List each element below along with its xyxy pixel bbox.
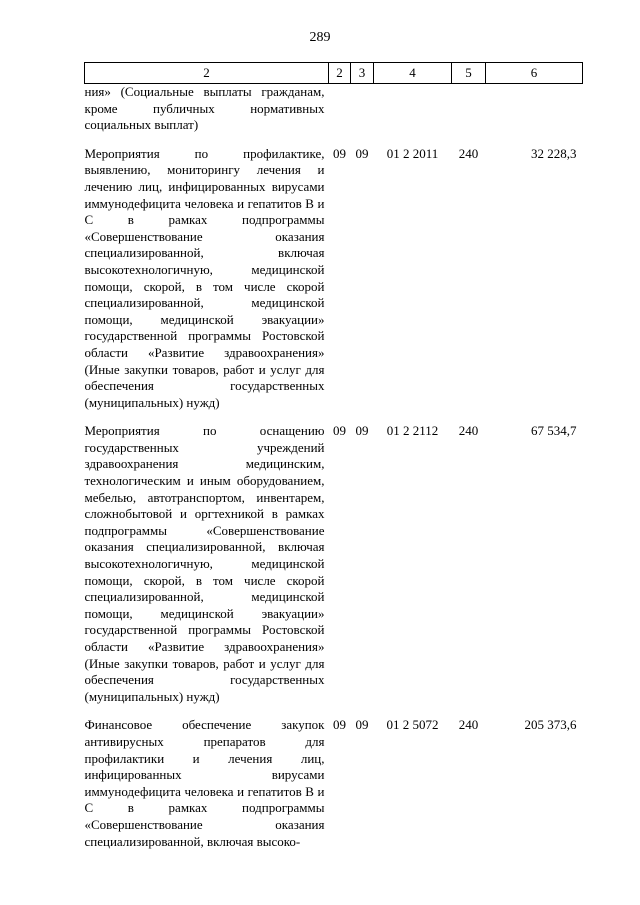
row-sum: 67 534,7 [531, 423, 577, 439]
table-row [85, 717, 583, 850]
header-cell-expense-kind: 5 [452, 63, 486, 84]
row-description: Мероприятия по оснащению государственных учреждений здравоохранения медицинским, технологическим и иным оборудованием, мебелью, автотранспортом, инвентарем, сложнобытовой и оргтехникой в рамках подпрограммы «Совершенствование оказания специализированной, включая высокотехнологичную, медицинской помощи, скорой, в том числе скорой специализированной, медицинской помощи, медицинской эвакуации» государственной программы Ростовской области «Развитие здравоохранения» (Иные закупки товаров, работ и услуг для обеспечения государственных (муниципальных) нужд) [84, 423, 325, 704]
header-cell-target-article: 4 [374, 63, 452, 84]
budget-table [84, 62, 583, 850]
header-cell-subsection: 3 [351, 63, 374, 84]
row-description: ния» (Социальные выплаты гражданам, кроме публичных нормативных социальных выплат) [84, 84, 325, 133]
row-target-article [374, 84, 452, 146]
row-section: 09 [333, 145, 346, 161]
row-target-article: 01 2 2011 [386, 145, 439, 161]
row-sum: 205 373,6 [524, 717, 577, 733]
row-expense-kind [452, 84, 486, 146]
header-cell-description: 2 [85, 63, 329, 84]
row-description: Финансовое обеспечение закупок антивирусных препаратов для профилактики и лечения лиц, инфицированных вирусами иммунодефицита человека и гепатитов В и С в рамках подпрограммы «Совершенствование оказания специализированной, включая высоко- [84, 717, 325, 849]
page-number: 289 [309, 30, 331, 45]
row-section: 09 [333, 717, 346, 733]
table-row [85, 84, 583, 146]
row-description: Мероприятия по профилактике, выявлению, мониторингу лечения и лечению лиц, инфицированных вирусами иммунодефицита человека и гепатитов В и С в рамках подпрограммы «Совершенствование оказания специализированной, включая высокотехнологичную, медицинской помощи, скорой, в том числе скорой специализированной, медицинской помощи, медицинской эвакуации» государственной программы Ростовской области «Развитие здравоохранения» (Иные закупки товаров, работ и услуг для обеспечения государственных (муниципальных) нужд) [84, 145, 325, 410]
header-cell-sum: 6 [486, 63, 583, 84]
row-section: 09 [333, 423, 346, 439]
row-expense-kind: 240 [458, 717, 479, 733]
row-sum [486, 84, 583, 146]
row-target-article: 01 2 2112 [386, 423, 439, 439]
header-cell-section: 2 [329, 63, 351, 84]
row-target-article: 01 2 5072 [386, 717, 439, 733]
table-row [85, 146, 583, 424]
row-subsection: 09 [355, 145, 369, 161]
table-header-row [85, 63, 583, 84]
row-subsection [351, 84, 374, 146]
row-subsection: 09 [355, 423, 369, 439]
row-expense-kind: 240 [458, 423, 479, 439]
row-sum: 32 228,3 [531, 145, 577, 161]
row-expense-kind: 240 [458, 145, 479, 161]
row-section [329, 84, 351, 146]
table-row [85, 423, 583, 717]
row-subsection: 09 [355, 717, 369, 733]
